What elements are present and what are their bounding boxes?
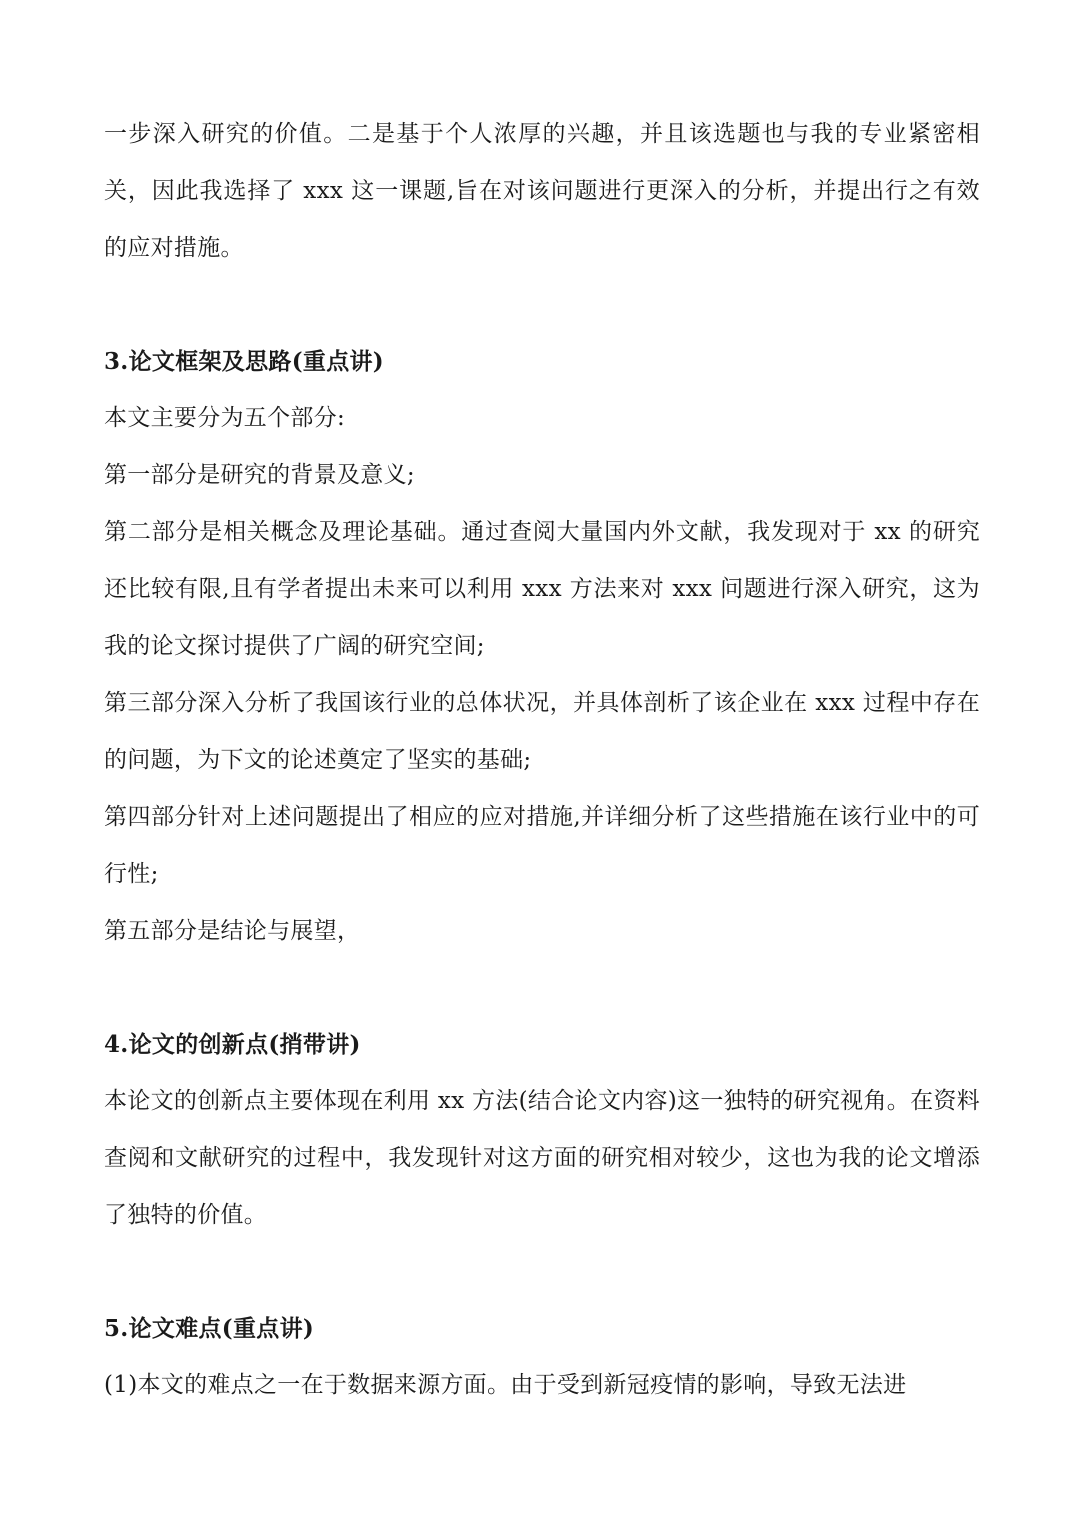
section5-heading: 5.论文难点(重点讲) [104, 1315, 315, 1342]
section3-part-3: 第三部分深入分析了我国该行业的总体状况，并具体剖析了该企业在 xxx 过程中存在的问题，为下文的论述奠定了坚实的基础; [104, 690, 980, 773]
section3-part-4: 第四部分针对上述问题提出了相应的应对措施,并详细分析了这些措施在该行业中的可行性; [104, 804, 980, 887]
section-gap [104, 1244, 980, 1300]
document-page [104, 106, 980, 1414]
section3-heading: 3.论文框架及思路(重点讲) [104, 348, 384, 375]
section-gap [104, 960, 980, 1016]
section3-intro: 本文主要分为五个部分: [104, 405, 346, 431]
intro-paragraph: 一步深入研究的价值。二是基于个人浓厚的兴趣，并且该选题也与我的专业紧密相关，因此我选择了 xxx 这一课题,旨在对该问题进行更深入的分析，并提出行之有效的应对措施。 [104, 121, 980, 261]
section3-part-2: 第二部分是相关概念及理论基础。通过查阅大量国内外文献，我发现对于 xx 的研究还比较有限,且有学者提出未来可以利用 xxx 方法来对 xxx 问题进行深入研究，这为我的论文探讨提供了广阔的研究空间; [104, 519, 980, 659]
section4-body: 本论文的创新点主要体现在利用 xx 方法(结合论文内容)这一独特的研究视角。在资料查阅和文献研究的过程中，我发现针对这方面的研究相对较少，这也为我的论文增添了独特的价值。 [104, 1088, 980, 1228]
section5-point-1: (1)本文的难点之一在于数据来源方面。由于受到新冠疫情的影响，导致无法进 [104, 1372, 907, 1398]
section3-part-5: 第五部分是结论与展望， [104, 918, 361, 944]
section3-part-1: 第一部分是研究的背景及意义; [104, 462, 415, 488]
section4-heading: 4.论文的创新点(捎带讲) [104, 1031, 361, 1058]
section-gap [104, 277, 980, 333]
